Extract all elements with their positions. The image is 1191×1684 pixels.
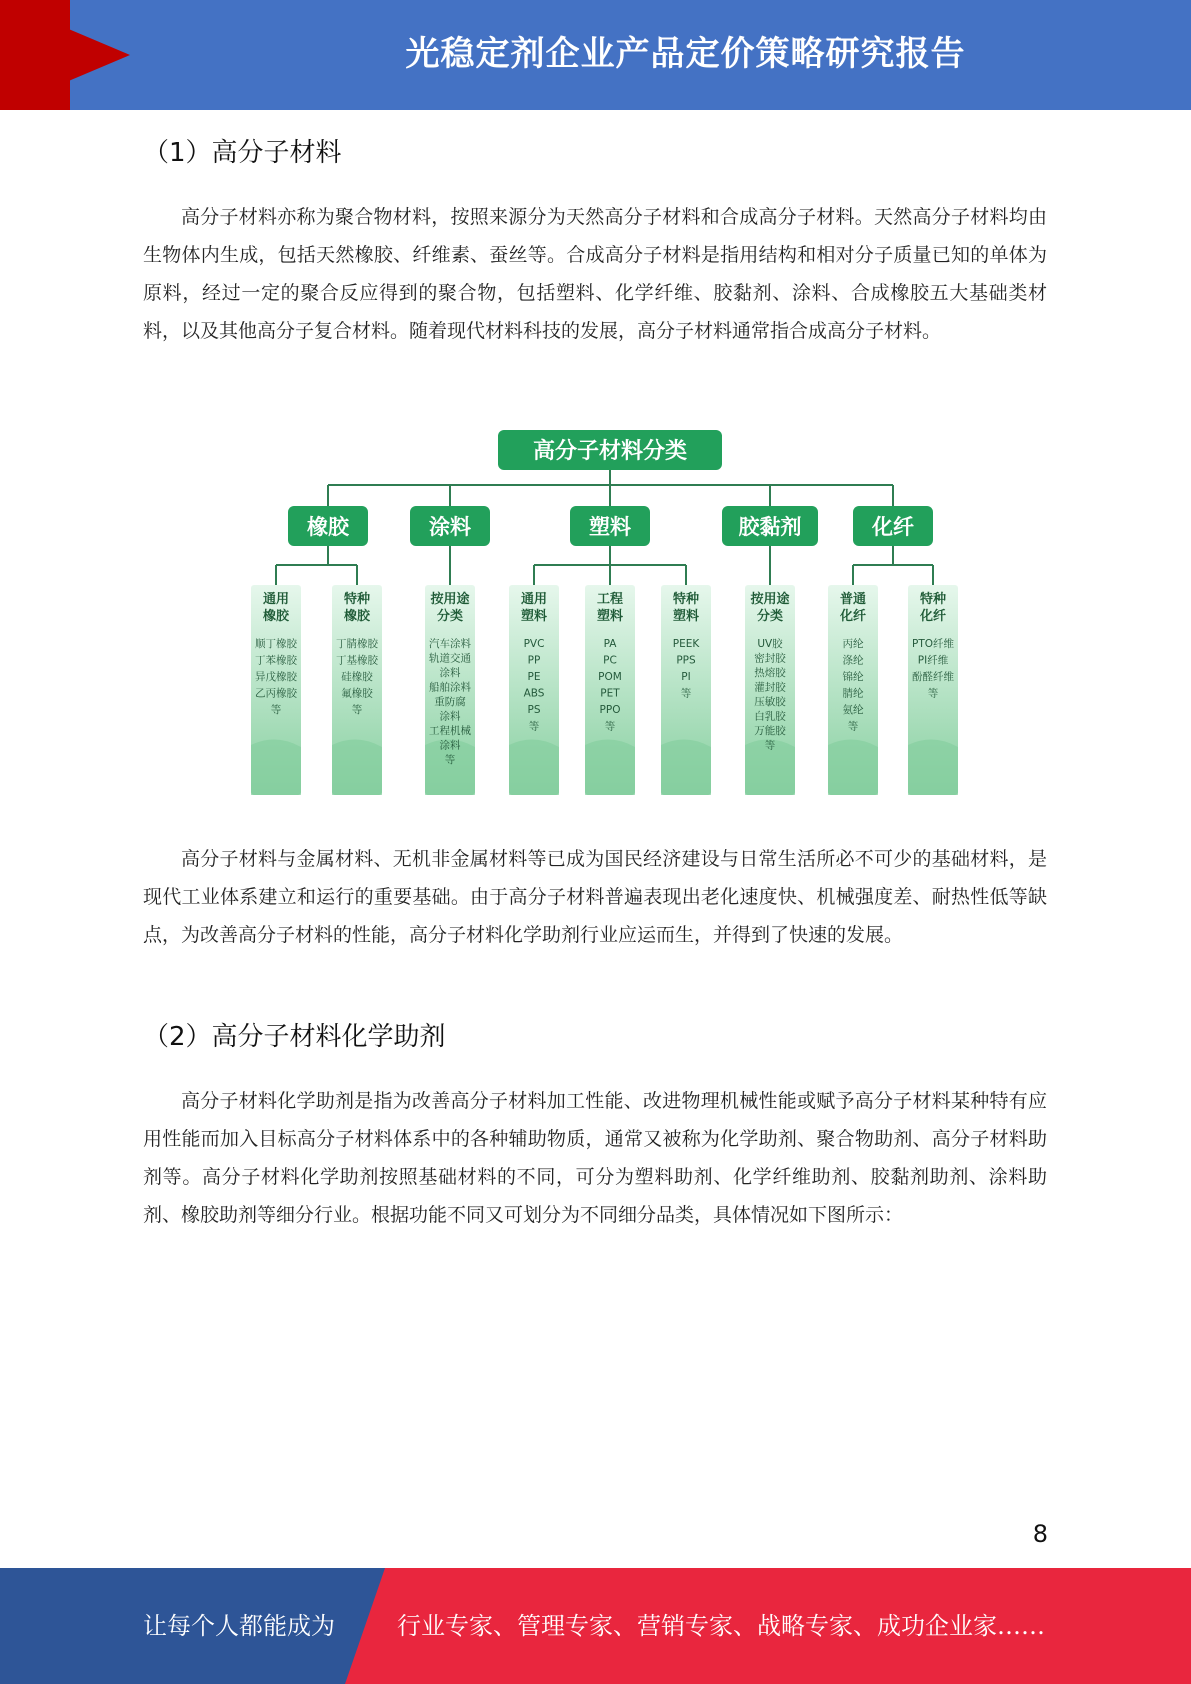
leaf-title-text: 分类 (756, 609, 784, 624)
leaf-item-text: PVC (523, 638, 545, 650)
leaf-item-text: 酚醛纤维 (912, 671, 954, 683)
classification-tree (240, 420, 980, 800)
leaf-item-text: 丁腈橡胶 (336, 638, 378, 650)
leaf-title-text: 特种 (919, 592, 947, 607)
footer-slogan-right: 行业专家、管理专家、营销专家、战略专家、成功企业家…… (397, 1612, 1045, 1640)
leaf-wave (908, 739, 958, 795)
leaf-item-text: 白乳胶 (754, 710, 786, 723)
leaf-wave (661, 739, 711, 795)
leaf-item-text: 涤纶 (842, 654, 864, 667)
leaf-title-text: 工程 (596, 592, 624, 607)
leaf-title-text: 特种 (672, 592, 700, 607)
leaf-item-text: 热熔胶 (754, 667, 786, 679)
leaf-item-text: POM (598, 671, 622, 683)
leaf-title-text: 化纤 (919, 609, 947, 624)
page-number: 8 (1032, 1520, 1048, 1548)
leaf-item-text: UV胶 (757, 638, 783, 650)
footer-blue-slant (345, 1568, 385, 1684)
leaf-item-text: 涂料 (439, 710, 461, 723)
leaf-item-text: 等 (528, 720, 540, 733)
leaf-item-text: 汽车涂料 (429, 638, 471, 650)
leaf-title-text: 橡胶 (262, 609, 290, 624)
leaf-title-text: 普通 (839, 592, 867, 607)
footer-slogan-left: 让每个人都能成为 (143, 1612, 335, 1640)
leaf-wave (332, 739, 382, 795)
leaf-item-text: 等 (927, 687, 939, 700)
leaf-item-text: 等 (351, 704, 363, 716)
leaf-item-text: PTO纤维 (911, 638, 955, 650)
category-node-label: 塑料 (589, 515, 631, 539)
leaf-item-text: 工程机械 (429, 725, 471, 737)
report-title: 光稳定剂企业产品定价策略研究报告 (405, 34, 966, 74)
root-node-label: 高分子材料分类 (532, 439, 688, 464)
leaf-item-text: 等 (680, 687, 692, 700)
leaf-item-text: 丁苯橡胶 (255, 654, 297, 667)
leaf-item-text: PET (600, 687, 620, 700)
leaf-item-text: 氟橡胶 (341, 687, 373, 700)
leaf-title-text: 橡胶 (343, 609, 371, 624)
leaf-item-text: 轨道交通 (429, 652, 471, 665)
leaf-title-text: 分类 (436, 609, 464, 624)
leaf-wave (251, 739, 301, 795)
leaf-item-text: 氨纶 (842, 704, 864, 716)
leaf-item-text: 腈纶 (842, 687, 864, 700)
leaf-item-text: 丙纶 (842, 638, 864, 650)
leaf-item-text: PA (603, 638, 617, 650)
leaf-item-text: PP (527, 654, 541, 667)
leaf-item-text: 万能胶 (754, 725, 786, 737)
leaf-item-text: PEEK (672, 638, 700, 650)
leaf-item-text: 丁基橡胶 (336, 654, 378, 667)
leaf-item-text: 等 (764, 739, 776, 752)
category-node-label: 涂料 (429, 515, 471, 539)
leaf-item-text: PS (527, 704, 541, 716)
polymer-classification-diagram (240, 420, 980, 800)
leaf-item-text: 等 (444, 754, 456, 766)
leaf-title-text: 通用 (520, 592, 548, 607)
leaf-item-text: 顺丁橡胶 (255, 638, 297, 650)
leaf-title-text: 通用 (262, 592, 290, 607)
leaf-item-text: 涂料 (439, 739, 461, 752)
category-node-label: 化纤 (872, 515, 914, 539)
leaf-title-text: 特种 (343, 592, 371, 607)
paragraph-additives: 高分子材料化学助剂是指为改善高分子材料加工性能、改进物理机械性能或赋予高分子材料某种特有应用性能而加入目标高分子材料体系中的各种辅助物质，通常又被称为化学助剂、聚合物助剂、高分子材料助剂等。高分子材料化学助剂按照基础材料的不同，可分为塑料助剂、化学纤维助剂、胶黏剂助剂、涂料助剂、橡胶助剂等细分行业。根据功能不同又可划分为不同细分品类，具体情况如下图所示： (143, 1090, 1047, 1226)
leaf-item-text: PPO (599, 704, 621, 716)
leaf-title-text: 塑料 (672, 609, 700, 624)
paragraph-polymer-importance: 高分子材料与金属材料、无机非金属材料等已成为国民经济建设与日常生活所必不可少的基础材料，是现代工业体系建立和运行的重要基础。由于高分子材料普遍表现出老化速度快、机械强度差、耐热性低等缺点，为改善高分子材料的性能，高分子材料化学助剂行业应运而生，并得到了快速的发展。 (143, 848, 1047, 946)
leaf-item-text: 硅橡胶 (341, 671, 373, 683)
leaf-item-text: 压敏胶 (754, 696, 786, 708)
page-header (0, 0, 1191, 110)
leaf-item-text: 涂料 (439, 667, 461, 679)
section-heading-additives: （2）高分子材料化学助剂 (143, 1022, 446, 1052)
leaf-item-text: PI (681, 671, 691, 683)
leaf-item-text: 锦纶 (842, 671, 864, 683)
leaf-item-text: 乙丙橡胶 (255, 687, 297, 700)
leaf-item-text: 密封胶 (754, 652, 786, 665)
section-heading-polymer: （1）高分子材料 (143, 138, 342, 168)
leaf-title-text: 按用途 (750, 592, 790, 607)
header-red-block (0, 0, 70, 110)
leaf-item-text: PPS (676, 654, 696, 667)
leaf-item-text: 重防腐 (434, 696, 466, 708)
leaf-wave (509, 739, 559, 795)
page-footer (0, 1568, 1191, 1684)
leaf-item-text: PI纤维 (917, 654, 949, 667)
category-node-label: 胶黏剂 (738, 515, 802, 539)
leaf-title-text: 按用途 (430, 592, 470, 607)
leaf-item-text: 等 (604, 720, 616, 733)
leaf-item-text: ABS (523, 687, 545, 700)
leaf-title-text: 化纤 (839, 609, 867, 624)
leaf-item-text: 等 (847, 720, 859, 733)
leaf-item-text: PC (603, 654, 617, 667)
leaf-title-text: 塑料 (596, 609, 624, 624)
leaf-item-text: 船舶涂料 (429, 681, 471, 694)
leaf-item-text: 灌封胶 (754, 681, 786, 694)
leaf-wave (585, 739, 635, 795)
leaf-item-text: PE (527, 671, 541, 683)
category-node-label: 橡胶 (307, 515, 349, 539)
leaf-item-text: 等 (270, 704, 282, 716)
leaf-title-text: 塑料 (520, 609, 548, 624)
paragraph-polymer-intro: 高分子材料亦称为聚合物材料，按照来源分为天然高分子材料和合成高分子材料。天然高分子材料均由生物体内生成，包括天然橡胶、纤维素、蚕丝等。合成高分子材料是指用结构和相对分子质量已知的单体为原料，经过一定的聚合反应得到的聚合物，包括塑料、化学纤维、胶黏剂、涂料、合成橡胶五大基础类材料，以及其他高分子复合材料。随着现代材料科技的发展，高分子材料通常指合成高分子材料。 (143, 206, 1047, 342)
leaf-item-text: 异戊橡胶 (255, 671, 297, 683)
leaf-wave (828, 739, 878, 795)
